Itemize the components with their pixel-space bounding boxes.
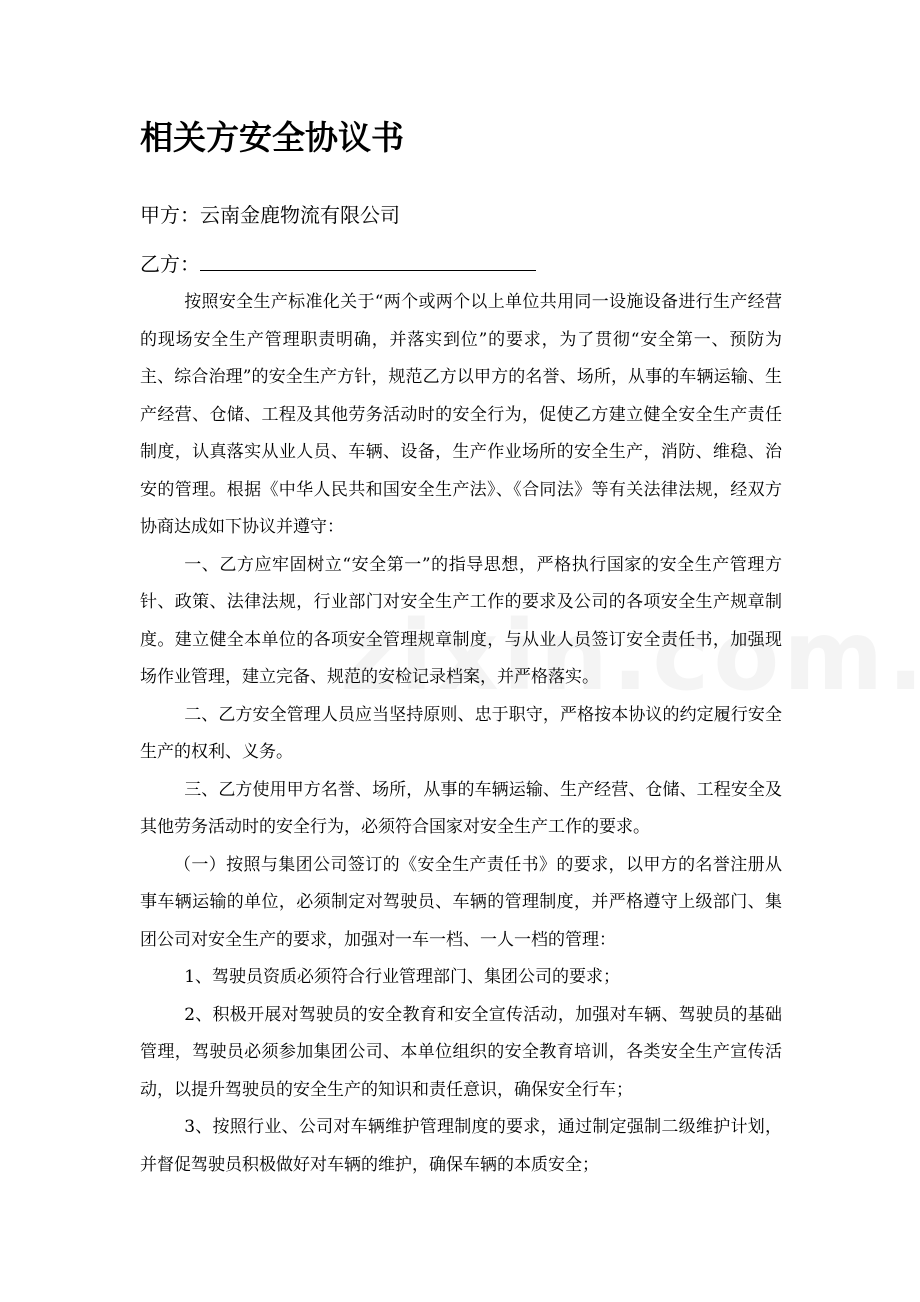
paragraph-subclause-1: （一）按照与集团公司签订的《安全生产责任书》的要求，以甲方的名誉注册从事车辆运输的单位，必须制定对驾驶员、车辆的管理制度，并严格遵守上级部门、集团公司对安全生产的要求，加强对一车一档、一人一档的管理： bbox=[140, 854, 782, 950]
party-b-blank bbox=[200, 248, 536, 271]
party-b-label: 乙方： bbox=[140, 252, 200, 276]
party-b-line bbox=[140, 248, 536, 279]
paragraph-clause-3: 三、乙方使用甲方名誉、场所，从事的车辆运输、生产经营、仓储、工程安全及其他劳务活动时的安全行为，必须符合国家对安全生产工作的要求。 bbox=[140, 779, 782, 837]
agreement-body bbox=[140, 284, 782, 1184]
paragraph-clause-2: 二、乙方安全管理人员应当坚持原则、忠于职守，严格按本协议的约定履行安全生产的权利、义务。 bbox=[140, 704, 782, 762]
party-a-line: 甲方：云南金鹿物流有限公司 bbox=[140, 203, 400, 227]
paragraph-item-2: 2、积极开展对驾驶员的安全教育和安全宣传活动，加强对车辆、驾驶员的基础管理，驾驶员必须参加集团公司、本单位组织的安全教育培训，各类安全生产宣传活动，以提升驾驶员的安全生产的知识和责任意识，确保安全行车； bbox=[140, 1004, 782, 1100]
paragraph-item-1: 1、驾驶员资质必须符合行业管理部门、集团公司的要求； bbox=[184, 967, 621, 987]
paragraph-item-3: 3、按照行业、公司对车辆维护管理制度的要求，通过制定强制二级维护计划，并督促驾驶员积极做好对车辆的维护，确保车辆的本质安全； bbox=[140, 1117, 782, 1175]
document-title: 相关方安全协议书 bbox=[140, 118, 404, 157]
paragraph-clause-1: 一、乙方应牢固树立“安全第一”的指导思想，严格执行国家的安全生产管理方针、政策、法律法规，行业部门对安全生产工作的要求及公司的各项安全生产规章制度。建立健全本单位的各项安全管理规章制度，与从业人员签订安全责任书，加强现场作业管理，建立完备、规范的安检记录档案，并严格落实。 bbox=[140, 554, 782, 687]
paragraph-intro: 按照安全生产标准化关于“两个或两个以上单位共用同一设施设备进行生产经营的现场安全生产管理职责明确，并落实到位”的要求，为了贯彻“安全第一、预防为主、综合治理”的安全生产方针，规范乙方以甲方的名誉、场所，从事的车辆运输、生产经营、仓储、工程及其他劳务活动时的安全行为，促使乙方建立健全安全生产责任制度，认真落实从业人员、车辆、设备，生产作业场所的安全生产，消防、维稳、治安的管理。根据《中华人民共和国安全生产法》、《合同法》等有关法律法规，经双方协商达成如下协议并遵守： bbox=[140, 292, 782, 537]
